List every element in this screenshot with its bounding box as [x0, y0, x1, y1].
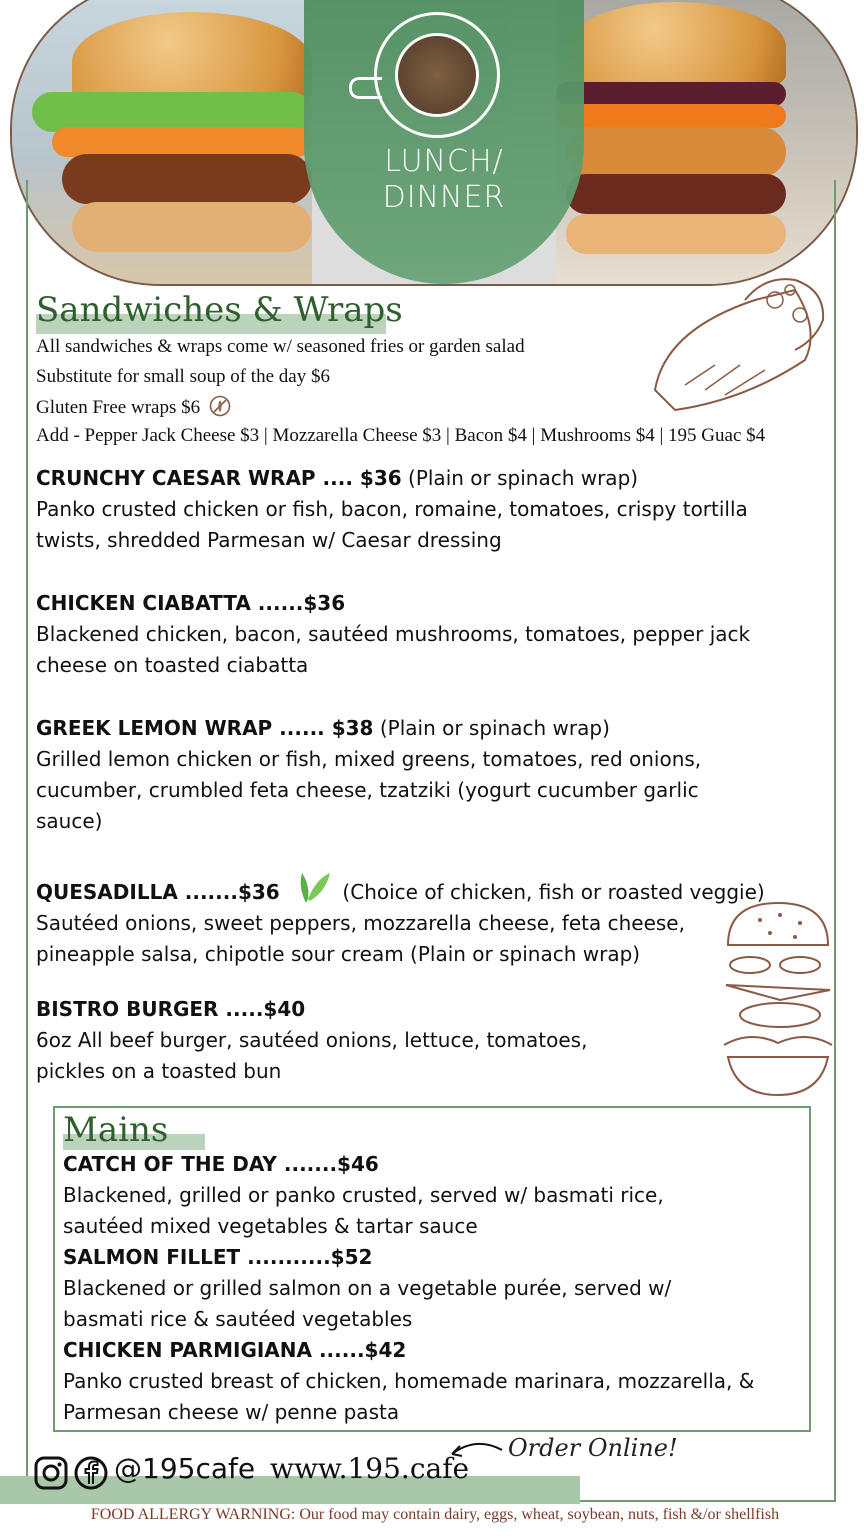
hero-title-line2: DINNER — [382, 180, 506, 215]
gluten-free-icon — [209, 395, 231, 417]
item-name: CRUNCHY CAESAR WRAP .... $36 — [36, 466, 402, 490]
facebook-icon[interactable] — [74, 1456, 108, 1490]
note-gluten-free-text: Gluten Free wraps $6 — [36, 397, 201, 418]
social-handle[interactable]: @195cafe — [114, 1452, 256, 1485]
item-name: CHICKEN CIABATTA ......$36 — [36, 591, 346, 615]
allergy-warning: FOOD ALLERGY WARNING: Our food may contain dairy, eggs, wheat, soybean, nuts, fish &/or shellfish — [90, 1506, 780, 1523]
menu-item-chicken-parmigiana — [63, 1335, 803, 1428]
instagram-icon[interactable] — [34, 1456, 68, 1490]
item-name: CHICKEN PARMIGIANA ......$42 — [63, 1338, 407, 1362]
item-name: SALMON FILLET ...........$52 — [63, 1245, 373, 1269]
bun-top-right — [566, 2, 786, 92]
onion-right — [566, 127, 786, 177]
item-desc: Grilled lemon chicken or fish, mixed greens, tomatoes, red onions, cucumber, crumbled feta cheese, tzatziki (yogurt cucumber garlic sauce) — [36, 747, 702, 833]
arrow-icon — [446, 1438, 504, 1462]
item-name: BISTRO BURGER .....$40 — [36, 997, 306, 1021]
mains-box — [53, 1106, 811, 1432]
website-link[interactable]: www.195.cafe — [270, 1452, 470, 1485]
carrot-left — [52, 127, 312, 157]
lettuce-left — [32, 92, 312, 132]
leaf-icon — [292, 869, 332, 905]
mains-title: Mains — [63, 1110, 169, 1150]
beet-right — [556, 82, 786, 106]
menu-item-salmon-fillet — [63, 1242, 803, 1335]
item-desc: Blackened, grilled or panko crusted, served w/ basmati rice, sautéed mixed vegetables & tartar sauce — [63, 1183, 664, 1238]
item-name: QUESADILLA .......$36 — [36, 880, 280, 904]
menu-item-bistro-burger — [36, 994, 836, 1087]
item-extra: (Plain or spinach wrap) — [401, 466, 639, 490]
note-fries: All sandwiches & wraps come w/ seasoned fries or garden salad — [36, 336, 525, 357]
hero-title-line1: LUNCH/ — [384, 144, 504, 179]
menu-item-catch-of-the-day — [63, 1149, 803, 1242]
coffee-cup-icon — [374, 12, 500, 138]
order-online-label[interactable]: Order Online! — [508, 1434, 678, 1462]
item-desc: 6oz All beef burger, sautéed onions, lettuce, tomatoes, pickles on a toasted bun — [36, 1028, 588, 1083]
item-desc: Blackened or grilled salmon on a vegetable purée, served w/ basmati rice & sautéed vegetables — [63, 1276, 672, 1331]
item-desc: Panko crusted chicken or fish, bacon, romaine, tomatoes, crispy tortilla twists, shredded Parmesan w/ Caesar dressing — [36, 497, 748, 552]
item-desc: Blackened chicken, bacon, sautéed mushrooms, tomatoes, pepper jack cheese on toasted ciabatta — [36, 622, 751, 677]
cheese-right — [556, 104, 786, 128]
item-desc: Sautéed onions, sweet peppers, mozzarella cheese, feta cheese, pineapple salsa, chipotle sour cream (Plain or spinach wrap) — [36, 911, 685, 966]
menu-item-chicken-ciabatta — [36, 588, 836, 681]
wrap-illustration-icon — [645, 270, 830, 415]
menu-item-quesadilla — [36, 869, 836, 970]
menu-item-greek-lemon-wrap — [36, 713, 836, 837]
sandwiches-title: Sandwiches & Wraps — [36, 290, 403, 330]
note-gluten-free — [36, 395, 231, 419]
item-extra: (Plain or spinach wrap) — [373, 716, 610, 740]
item-name: GREEK LEMON WRAP ...... $38 — [36, 716, 374, 740]
menu-item-caesar-wrap — [36, 463, 836, 556]
item-desc: Panko crusted breast of chicken, homemade marinara, mozzarella, & Parmesan cheese w/ penne pasta — [63, 1369, 755, 1424]
item-extra: (Choice of chicken, fish or roasted veggie) — [342, 880, 765, 904]
item-name: CATCH OF THE DAY .......$46 — [63, 1152, 379, 1176]
note-soup: Substitute for small soup of the day $6 — [36, 366, 330, 387]
note-add-ons: Add - Pepper Jack Cheese $3 | Mozzarella Cheese $3 | Bacon $4 | Mushrooms $4 | 195 Guac $4 — [36, 425, 766, 446]
